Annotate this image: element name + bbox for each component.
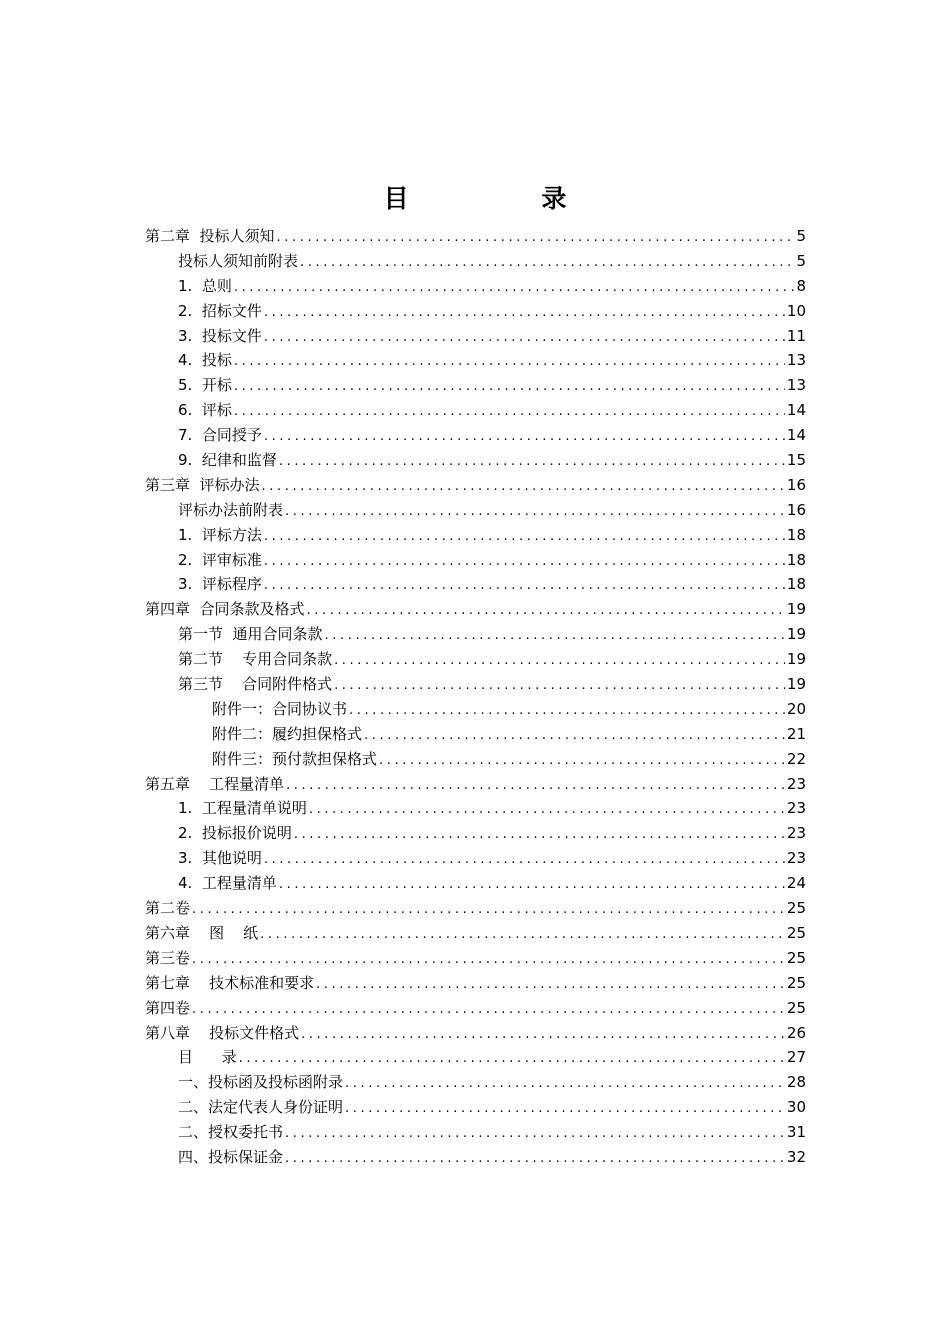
toc-entry[interactable] [145, 597, 806, 622]
dot-leader [262, 550, 785, 575]
toc-entry-title: 第七章 技术标准和要求 [145, 973, 315, 992]
dot-leader [307, 798, 785, 823]
toc-page-number: 18 [786, 525, 806, 544]
toc-entry[interactable] [145, 796, 806, 821]
toc-entry-title: 4. 工程量清单 [178, 874, 277, 893]
toc-entry-title: 5. 开标 [178, 376, 232, 395]
toc-page-number: 23 [786, 849, 806, 868]
dot-leader [283, 1122, 785, 1147]
dot-leader [292, 823, 785, 848]
toc-entry[interactable] [145, 398, 806, 423]
toc-entry[interactable] [145, 871, 806, 896]
toc-page-number: 20 [786, 699, 806, 718]
toc-page-number: 18 [786, 550, 806, 569]
toc-entry[interactable] [145, 1095, 806, 1120]
dot-leader [262, 301, 785, 326]
toc-page-number: 5 [796, 227, 806, 245]
toc-entry[interactable] [145, 423, 806, 448]
toc-entry-title: 第六章 图 纸 [145, 923, 259, 942]
toc-entry[interactable] [145, 1070, 806, 1095]
toc-entry[interactable] [145, 324, 806, 349]
toc-entry-title: 目 录 [178, 1048, 237, 1067]
toc-page-number: 25 [786, 923, 806, 942]
dot-leader [277, 450, 785, 475]
toc-entry-title: 3. 其他说明 [178, 849, 262, 868]
dot-leader [190, 898, 785, 923]
toc-entry[interactable] [145, 498, 806, 523]
toc-entry-title: 第四章 合同条款及格式 [145, 600, 305, 619]
dot-leader [262, 326, 785, 351]
toc-entry[interactable] [145, 1145, 806, 1170]
toc-page-number: 18 [786, 575, 806, 594]
toc-entry-title: 附件三：预付款担保格式 [212, 749, 378, 768]
toc-entry-title: 第三章 评标办法 [145, 475, 260, 494]
toc-entry-title: 二、法定代表人身份证明 [178, 1098, 344, 1117]
toc-entry-title: 6. 评标 [178, 401, 232, 420]
dot-leader [190, 998, 785, 1023]
dot-leader [314, 973, 785, 998]
toc-page-number: 24 [786, 874, 806, 893]
toc-page-number: 8 [796, 276, 806, 295]
dot-leader [299, 1023, 785, 1048]
toc-entry[interactable] [145, 572, 806, 597]
toc-entry[interactable] [145, 697, 806, 722]
dot-leader [305, 599, 785, 624]
toc-page-number: 16 [786, 500, 806, 519]
toc-entry-title: 第三节 合同附件格式 [178, 675, 333, 694]
toc-page-number: 15 [786, 451, 806, 470]
dot-leader [347, 699, 785, 724]
toc-entry[interactable] [145, 224, 806, 249]
dot-leader [343, 1072, 785, 1097]
toc-page-number: 25 [786, 998, 806, 1017]
toc-entry-title: 1. 工程量清单说明 [178, 799, 307, 818]
toc-entry[interactable] [145, 249, 806, 274]
toc-entry-title: 评标办法前附表 [178, 500, 284, 519]
toc-entry[interactable] [145, 548, 806, 573]
toc-entry[interactable] [145, 1120, 806, 1145]
dot-leader [262, 425, 785, 450]
toc-entry[interactable] [145, 996, 806, 1021]
toc-page-number: 13 [786, 376, 806, 395]
dot-leader [232, 276, 795, 301]
toc-page-number: 23 [786, 774, 806, 793]
toc-entry[interactable] [145, 896, 806, 921]
toc-entry[interactable] [145, 846, 806, 871]
toc-page-number: 27 [786, 1048, 806, 1067]
toc-entry[interactable] [145, 647, 806, 672]
toc-entry-title: 9. 纪律和监督 [178, 451, 277, 470]
toc-entry[interactable] [145, 622, 806, 647]
toc-entry-title: 2. 评审标准 [178, 550, 262, 569]
toc-entry-title: 二、授权委托书 [178, 1123, 284, 1142]
dot-leader [283, 1147, 785, 1172]
toc-entry[interactable] [145, 299, 806, 324]
toc-entry[interactable] [145, 1021, 806, 1046]
toc-entry[interactable] [145, 821, 806, 846]
toc-page-number: 21 [786, 724, 806, 743]
toc-entry-title: 一、投标函及投标函附录 [178, 1073, 344, 1092]
toc-entry-title: 第二章 投标人须知 [145, 227, 275, 245]
dot-leader [343, 1097, 785, 1122]
toc-entry-title: 1. 总则 [178, 276, 232, 295]
toc-entry-title: 第五章 工程量清单 [145, 774, 285, 793]
toc-entry[interactable] [145, 373, 806, 398]
toc-page-number: 19 [786, 625, 806, 644]
toc-entry-title: 1. 评标方法 [178, 525, 262, 544]
toc-page-number: 13 [786, 351, 806, 370]
toc-entry-title: 2. 招标文件 [178, 301, 262, 320]
toc-entry-title: 7. 合同授予 [178, 426, 262, 445]
toc-entry-title: 第四卷 [145, 998, 191, 1017]
toc-entry-title: 4. 投标 [178, 351, 232, 370]
toc-entry-title: 第三卷 [145, 948, 191, 967]
toc-page-number: 30 [786, 1098, 806, 1117]
toc-entry[interactable] [145, 672, 806, 697]
toc-entry[interactable] [145, 523, 806, 548]
dot-leader [323, 624, 785, 649]
toc-entry-title: 2. 投标报价说明 [178, 824, 292, 843]
table-of-contents [145, 224, 806, 1170]
toc-entry-title: 投标人须知前附表 [178, 251, 299, 270]
toc-entry-title: 第一节 通用合同条款 [178, 625, 323, 644]
toc-page-number: 25 [786, 973, 806, 992]
toc-page-number: 19 [786, 650, 806, 669]
dot-leader [232, 350, 785, 375]
toc-page-number: 28 [786, 1073, 806, 1092]
dot-leader [262, 848, 785, 873]
toc-entry[interactable] [145, 274, 806, 299]
toc-entry-title: 四、投标保证金 [178, 1147, 284, 1166]
dot-leader [262, 525, 785, 550]
toc-entry[interactable] [145, 473, 806, 498]
toc-entry[interactable] [145, 1045, 806, 1070]
toc-page-number: 23 [786, 799, 806, 818]
toc-page-number: 25 [786, 899, 806, 918]
toc-entry-title: 附件二：履约担保格式 [212, 724, 363, 743]
dot-leader [284, 774, 785, 799]
toc-entry[interactable] [145, 722, 806, 747]
dot-leader [262, 574, 785, 599]
toc-entry-title: 3. 投标文件 [178, 326, 262, 345]
toc-page-number: 14 [786, 426, 806, 445]
toc-entry-title: 第二节 专用合同条款 [178, 650, 333, 669]
toc-page-number: 16 [786, 475, 806, 494]
toc-entry[interactable] [145, 448, 806, 473]
toc-page-number: 14 [786, 401, 806, 420]
dot-leader [232, 375, 785, 400]
toc-page-number: 11 [786, 326, 806, 345]
toc-page-number: 23 [786, 824, 806, 843]
toc-entry[interactable] [145, 772, 806, 797]
toc-page-number: 19 [786, 600, 806, 619]
dot-leader [232, 400, 785, 425]
dot-leader [362, 724, 785, 749]
toc-page-number: 31 [786, 1123, 806, 1142]
dot-leader [298, 251, 794, 276]
dot-leader [190, 948, 785, 973]
dot-leader [332, 649, 785, 674]
dot-leader [283, 500, 785, 525]
toc-entry-title: 附件一：合同协议书 [212, 699, 348, 718]
toc-page-number: 26 [786, 1023, 806, 1042]
toc-entry[interactable] [145, 971, 806, 996]
dot-leader [260, 475, 785, 500]
dot-leader [377, 749, 785, 774]
toc-entry[interactable] [145, 747, 806, 772]
page-title: 目 录 [383, 184, 629, 213]
toc-page-number: 10 [786, 301, 806, 320]
toc-entry[interactable] [145, 946, 806, 971]
dot-leader [258, 923, 785, 948]
toc-page-number: 22 [786, 749, 806, 768]
toc-page-number: 19 [786, 675, 806, 694]
toc-entry[interactable] [145, 348, 806, 373]
dot-leader [277, 873, 785, 898]
dot-leader [237, 1047, 785, 1072]
toc-page-number: 5 [796, 251, 806, 270]
toc-entry[interactable] [145, 921, 806, 946]
dot-leader [275, 226, 795, 251]
toc-entry-title: 第八章 投标文件格式 [145, 1023, 300, 1042]
toc-entry-title: 3. 评标程序 [178, 575, 262, 594]
dot-leader [332, 674, 785, 699]
toc-page-number: 32 [786, 1147, 806, 1166]
toc-entry-title: 第二卷 [145, 899, 191, 918]
toc-page-number: 25 [786, 948, 806, 967]
